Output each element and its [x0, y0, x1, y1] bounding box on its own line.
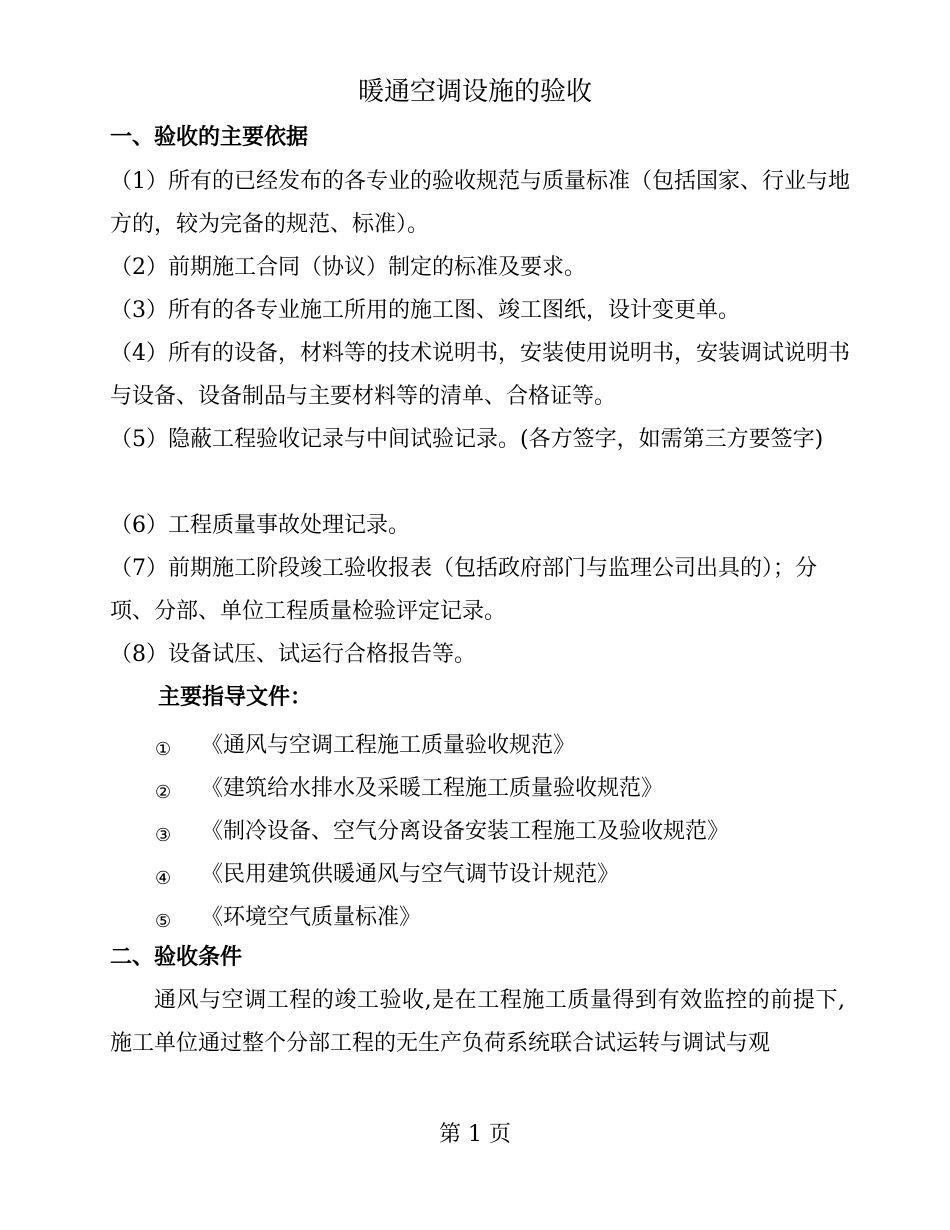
- section-2-paragraph: 通风与空调工程的竣工验收,是在工程施工质量得到有效监控的前提下,施工单位通过整个分部工程的无生产负荷系统联合试运转与调试与观: [110, 988, 845, 1056]
- section-2-heading: 二、验收条件: [110, 944, 243, 970]
- guide-document-1: [155, 729, 575, 767]
- guide-documents-heading: 主要指导文件：: [158, 684, 313, 710]
- guide-document-4: [155, 858, 619, 896]
- list-number: ①: [155, 739, 172, 760]
- basis-item-3: （3）所有的各专业施工所用的施工图、竣工图纸，设计变更单。: [110, 298, 740, 323]
- document-title: 暖通空调设施的验收: [357, 77, 592, 107]
- document-name: 《通风与空调工程施工质量验收规范》: [201, 733, 576, 758]
- page-number: 第 1 页: [439, 1122, 511, 1147]
- guide-document-5: [155, 901, 421, 939]
- basis-item-2: （2）前期施工合同（协议）制定的标准及要求。: [110, 255, 586, 280]
- basis-item-4: （4）所有的设备，材料等的技术说明书，安装使用说明书，安装调试说明书与设备、设备制品与主要材料等的清单、合格证等。: [110, 341, 850, 409]
- basis-item-6: （6）工程质量事故处理记录。: [110, 513, 410, 538]
- document-name: 《民用建筑供暖通风与空气调节设计规范》: [201, 862, 620, 887]
- section-1-heading: 一、验收的主要依据: [110, 124, 309, 150]
- guide-document-3: [155, 815, 729, 853]
- list-number: ⑤: [155, 911, 172, 932]
- list-number: ②: [155, 782, 172, 803]
- list-number: ③: [155, 825, 172, 846]
- basis-item-5: （5）隐蔽工程验收记录与中间试验记录。(各方签字，如需第三方要签字): [110, 427, 824, 452]
- document-name: 《建筑给水排水及采暖工程施工质量验收规范》: [201, 776, 664, 801]
- document-name: 《环境空气质量标准》: [201, 905, 422, 930]
- document-name: 《制冷设备、空气分离设备安装工程施工及验收规范》: [201, 819, 730, 844]
- basis-item-7: （7）前期施工阶段竣工验收报表（包括政府部门与监理公司出具的）；分项、分部、单位工程质量检验评定记录。: [110, 556, 817, 624]
- guide-document-2: [155, 772, 663, 810]
- basis-item-8: （8）设备试压、试运行合格报告等。: [110, 642, 476, 667]
- list-number: ④: [155, 868, 172, 889]
- basis-item-1: （1）所有的已经发布的各专业的验收规范与质量标准（包括国家、行业与地方的，较为完备的规范、标准）。: [110, 169, 850, 237]
